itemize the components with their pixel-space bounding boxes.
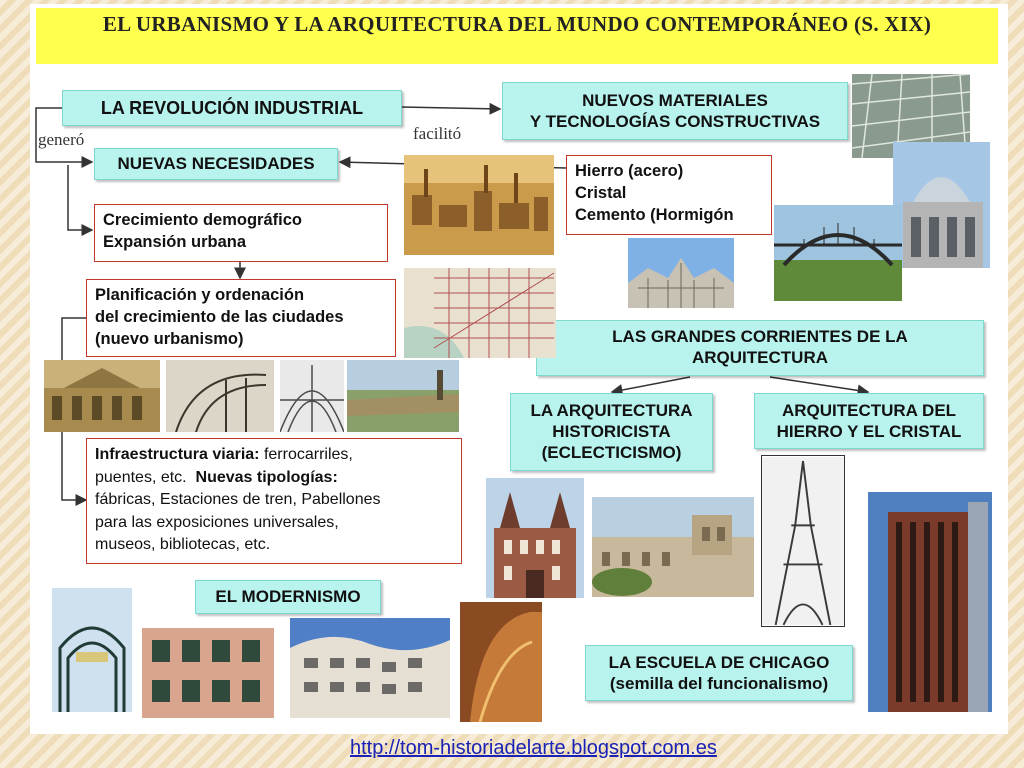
- revolucion-box: LA REVOLUCIÓN INDUSTRIAL: [62, 90, 402, 126]
- chicago-box: [585, 645, 853, 701]
- corrientes-line1: LAS GRANDES CORRIENTES DE LA: [612, 327, 908, 346]
- page-title: EL URBANISMO Y LA ARQUITECTURA DEL MUNDO CONTEMPORÁNEO (S. XIX): [36, 8, 998, 64]
- hierro-box: [566, 155, 772, 235]
- industrial-city-photo: [404, 155, 554, 255]
- materiales-line1: NUEVOS MATERIALES: [582, 91, 768, 110]
- station-interior-photo: [280, 360, 344, 432]
- historicista-box: [510, 393, 713, 471]
- historicista-line3: (ECLECTICISMO): [541, 443, 682, 462]
- chicago-skyscraper-photo: [868, 492, 992, 712]
- infra-text4: para las exposiciones universales,: [95, 513, 339, 531]
- hierro-cristal-box: [754, 393, 984, 449]
- modernist-facade-photo: [142, 628, 274, 718]
- crystal-pavilion-photo: [893, 142, 990, 268]
- eiffel-tower-photo: [761, 455, 845, 627]
- necesidades-box: NUEVAS NECESIDADES: [94, 148, 338, 180]
- corrientes-line2: ARQUITECTURA: [692, 348, 828, 367]
- historicist-museum-photo: [486, 478, 584, 598]
- market-hall-photo: [44, 360, 160, 432]
- genero-label: generó: [38, 130, 85, 149]
- crystal-palace-photo: [628, 238, 734, 308]
- infra-bold1: Infraestructura viaria:: [95, 446, 260, 463]
- corrientes-box: [536, 320, 984, 376]
- crecimiento-line2: Expansión urbana: [103, 233, 247, 251]
- crecimiento-box: [94, 204, 388, 262]
- hierro-cristal-line2: HIERRO Y EL CRISTAL: [776, 422, 962, 441]
- modernist-interior-photo: [460, 602, 542, 722]
- planificacion-line1: Planificación y ordenación: [95, 286, 305, 304]
- metro-entrance-photo: [52, 588, 132, 712]
- iron-bridge-photo: [774, 205, 902, 301]
- infra-text2: puentes, etc.: [95, 468, 187, 486]
- planificacion-line3: (nuevo urbanismo): [95, 330, 244, 348]
- exhibition-hall-photo: [347, 360, 459, 432]
- infra-text1: ferrocarriles,: [259, 446, 353, 463]
- crecimiento-line1: Crecimiento demográfico: [103, 211, 302, 229]
- planificacion-line2: del crecimiento de las ciudades: [95, 308, 344, 326]
- modernismo-box: EL MODERNISMO: [195, 580, 381, 614]
- infra-bold2: Nuevas tipologías:: [195, 468, 338, 486]
- facilito-label: facilitó: [413, 124, 462, 143]
- iron-structure-photo: [166, 360, 274, 432]
- infra-text3: fábricas, Estaciones de tren, Pabellones: [95, 491, 381, 508]
- source-link[interactable]: http://tom-historiadelarte.blogspot.com.es: [350, 737, 717, 759]
- chicago-line1: LA ESCUELA DE CHICAGO: [608, 653, 830, 672]
- hierro-line1: Hierro (acero): [575, 162, 684, 180]
- materiales-line2: Y TECNOLOGÍAS CONSTRUCTIVAS: [529, 112, 821, 131]
- hierro-cristal-line1: ARQUITECTURA DEL: [781, 401, 957, 420]
- infraestructura-box: [86, 438, 462, 564]
- chicago-line2: (semilla del funcionalismo): [609, 674, 829, 693]
- hierro-line2: Cristal: [575, 184, 627, 202]
- planificacion-box: [86, 279, 396, 357]
- hierro-line3: Cemento (Hormigón: [575, 206, 734, 224]
- infra-text5: museos, bibliotecas, etc.: [95, 536, 271, 553]
- historicista-line1: LA ARQUITECTURA: [530, 401, 693, 420]
- city-plan-photo: [404, 268, 556, 358]
- historicista-line2: HISTORICISTA: [552, 422, 671, 441]
- university-building-photo: [592, 497, 754, 597]
- materiales-box: [502, 82, 848, 140]
- casa-mila-photo: [290, 618, 450, 718]
